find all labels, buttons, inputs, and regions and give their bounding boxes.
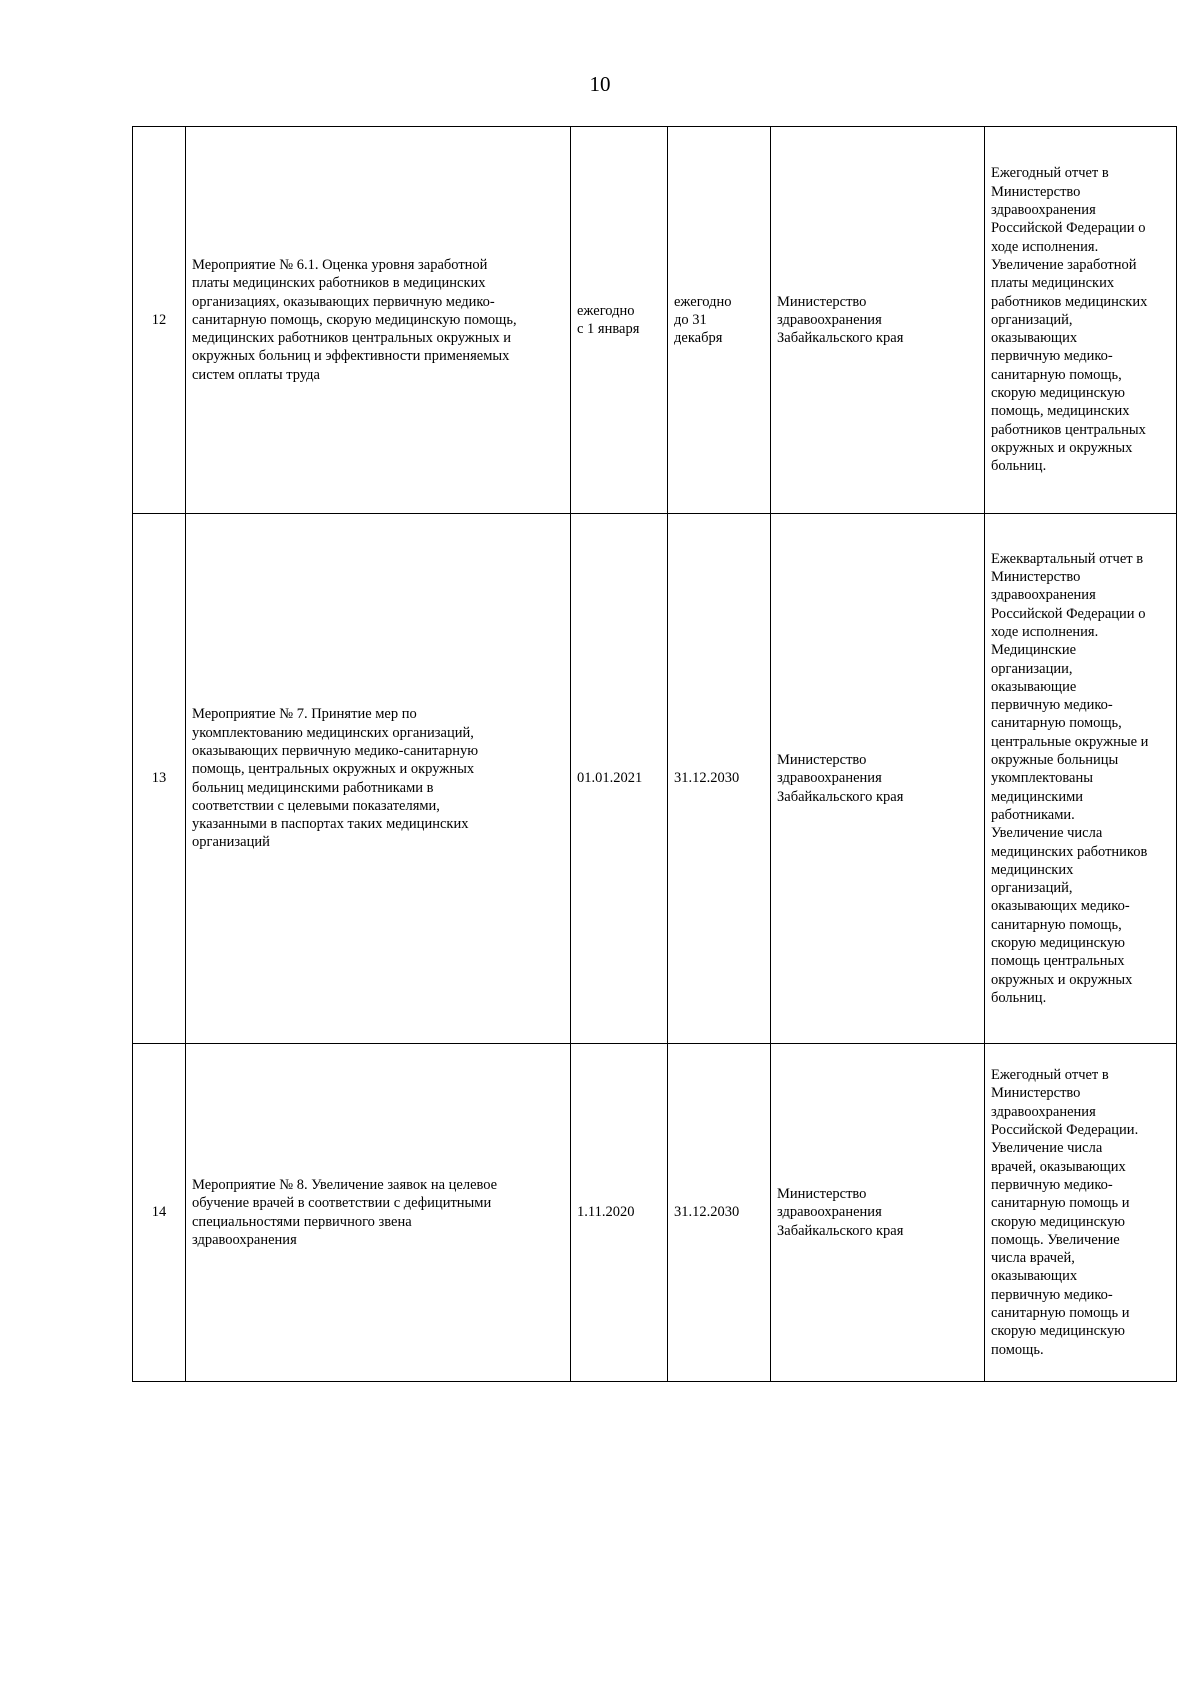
result-cell <box>985 514 1177 1044</box>
start-date-cell <box>571 1044 668 1382</box>
expected-result: Ежеквартальный отчет в Министерство здравоохранения Российской Федерации о ходе исполнения. Медицинские организации, оказывающие первичную медико- санитарную помощь, центральные окружные и окружные больницы укомплектованы медицинскими работниками. Увеличение числа медицинских работников медицинских организаций, оказывающих медико- санитарную помощь, скорую медицинскую помощь центральных окружных и окружных больниц. <box>991 550 1149 1006</box>
measure-name-cell <box>186 514 571 1044</box>
end-date-cell <box>668 1044 771 1382</box>
end-date: ежегодно до 31 декабря <box>674 293 732 347</box>
row-number: 12 <box>151 311 167 328</box>
row-number-cell <box>133 514 186 1044</box>
end-date: 31.12.2030 <box>674 1204 740 1221</box>
page-number: 10 <box>589 72 611 96</box>
row-number-cell <box>133 1044 186 1382</box>
measure-name: Мероприятие № 8. Увеличение заявок на целевое обучение врачей в соответствии с дефицитными специальностями первичного звена здравоохранения <box>192 1176 498 1248</box>
table-row <box>133 127 1177 514</box>
measure-name-cell <box>186 1044 571 1382</box>
row-number-cell <box>133 127 186 514</box>
result-cell <box>985 1044 1177 1382</box>
result-cell <box>985 127 1177 514</box>
measure-name-cell <box>186 127 571 514</box>
responsible-cell <box>771 127 985 514</box>
start-date: 01.01.2021 <box>577 770 643 787</box>
row-number: 14 <box>151 1204 167 1221</box>
end-date: 31.12.2030 <box>674 770 740 787</box>
start-date-cell <box>571 514 668 1044</box>
measures-table <box>132 126 1177 1382</box>
measure-name: Мероприятие № 6.1. Оценка уровня заработной платы медицинских работников в медицинских организациях, оказывающих первичную медико- санитарную помощь, скорую медицинскую помощь, медицинских работников центральных окружных и окружных больниц и эффективности применяемых систем оплаты труда <box>192 256 517 383</box>
responsible-executor: Министерство здравоохранения Забайкальского края <box>777 293 904 347</box>
end-date-cell <box>668 127 771 514</box>
start-date: 1.11.2020 <box>577 1204 635 1221</box>
measure-name: Мероприятие № 7. Принятие мер по укомплектованию медицинских организаций, оказывающих первичную медико-санитарную помощь, центральных окружных и окружных больниц медицинскими работниками в соответствии с целевыми показателями, указанными в паспортах таких медицинских организаций <box>192 706 479 851</box>
responsible-executor: Министерство здравоохранения Забайкальского края <box>777 1186 904 1239</box>
responsible-cell <box>771 514 985 1044</box>
row-number: 13 <box>151 770 167 787</box>
responsible-cell <box>771 1044 985 1382</box>
table-row <box>133 514 1177 1044</box>
expected-result: Ежегодный отчет в Министерство здравоохранения Российской Федерации о ходе исполнения. Увеличение заработной платы медицинских работников медицинских организаций, оказывающих первичную медико- санитарную помощь, скорую медицинскую помощь, медицинских работников центральных окружных и окружных больниц. <box>991 165 1148 475</box>
table-row <box>133 1044 1177 1382</box>
expected-result: Ежегодный отчет в Министерство здравоохранения Российской Федерации. Увеличение числа врачей, оказывающих первичную медико- санитарную помощь и скорую медицинскую помощь. Увеличение числа врачей, оказывающих первичную медико- санитарную помощь и скорую медицинскую помощь. <box>991 1067 1139 1358</box>
end-date-cell <box>668 514 771 1044</box>
responsible-executor: Министерство здравоохранения Забайкальского края <box>777 752 904 805</box>
start-date: ежегодно с 1 января <box>577 302 640 337</box>
start-date-cell <box>571 127 668 514</box>
